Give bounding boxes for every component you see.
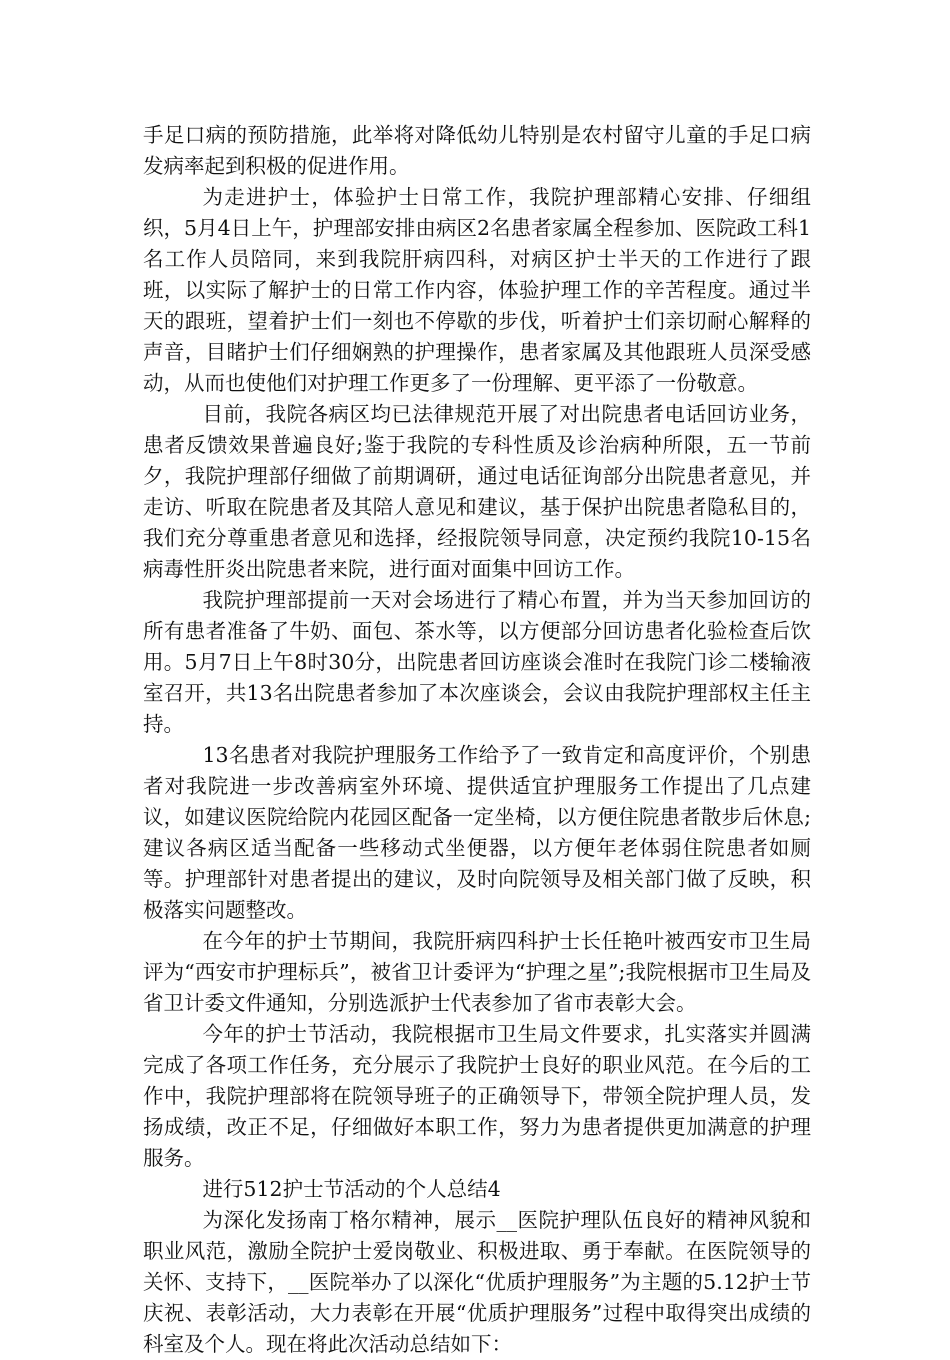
paragraph-2: 为走进护士，体验护士日常工作，我院护理部精心安排、仔细组织，5月4日上午，护理部安排由病区2名患者家属全程参加、医院政工科1名工作人员陪同，来到我院肝病四科，对病区护士半天的工作进行了跟班，以实际了解护士的日常工作内容，体验护理工作的辛苦程度。通过半天的跟班，望着护士们一刻也不停歇的步伐，听着护士们亲切耐心解释的声音，目睹护士们仔细娴熟的护理操作，患者家属及其他跟班人员深受感动，从而也使他们对护理工作更多了一份理解、更平添了一份敬意。: [143, 185, 811, 395]
paragraph-5: 13名患者对我院护理服务工作给予了一致肯定和高度评价，个别患者对我院进一步改善病室外环境、提供适宜护理服务工作提出了几点建议，如建议医院给院内花园区配备一定坐椅，以方便住院患者散步后休息;建议各病区适当配备一些移动式坐便器，以方便年老体弱住院患者如厕等。护理部针对患者提出的建议，及时向院领导及相关部门做了反映，积极落实问题整改。: [143, 743, 811, 922]
paragraph-7: 今年的护士节活动，我院根据市卫生局文件要求，扎实落实并圆满完成了各项工作任务，充分展示了我院护士良好的职业风范。在今后的工作中，我院护理部将在院领导班子的正确领导下，带领全院护理人员，发扬成绩，改正不足，仔细做好本职工作，努力为患者提供更加满意的护理服务。: [143, 1022, 811, 1170]
document-body: [143, 120, 811, 1360]
paragraph-6: 在今年的护士节期间，我院肝病四科护士长任艳叶被西安市卫生局评为“西安市护理标兵”，被省卫计委评为“护理之星”;我院根据市卫生局及省卫计委文件通知，分别选派护士代表参加了省市表彰大会。: [143, 929, 811, 1015]
paragraph-1: 手足口病的预防措施，此举将对降低幼儿特别是农村留守儿童的手足口病发病率起到积极的促进作用。: [143, 123, 811, 178]
paragraph-3: 目前，我院各病区均已法律规范开展了对出院患者电话回访业务，患者反馈效果普遍良好;鉴于我院的专科性质及诊治病种所限，五一节前夕，我院护理部仔细做了前期调研，通过电话征询部分出院患者意见，并走访、听取在院患者及其陪人意见和建议，基于保护出院患者隐私目的，我们充分尊重患者意见和选择，经报院领导同意，决定预约我院10-15名病毒性肝炎出院患者来院，进行面对面集中回访工作。: [143, 402, 811, 581]
paragraph-4: 我院护理部提前一天对会场进行了精心布置，并为当天参加回访的所有患者准备了牛奶、面包、茶水等，以方便部分回访患者化验检查后饮用。5月7日上午8时30分，出院患者回访座谈会准时在我院门诊二楼输液室召开，共13名出院患者参加了本次座谈会，会议由我院护理部权主任主持。: [143, 588, 811, 736]
section-heading: 进行512护士节活动的个人总结4: [202, 1177, 501, 1201]
paragraph-8: 为深化发扬南丁格尔精神，展示__医院护理队伍良好的精神风貌和职业风范，激励全院护士爱岗敬业、积极进取、勇于奉献。在医院领导的关怀、支持下，__医院举办了以深化“优质护理服务”为主题的5.12护士节庆祝、表彰活动，大力表彰在开展“优质护理服务”过程中取得突出成绩的科室及个人。现在将此次活动总结如下：: [143, 1208, 811, 1356]
